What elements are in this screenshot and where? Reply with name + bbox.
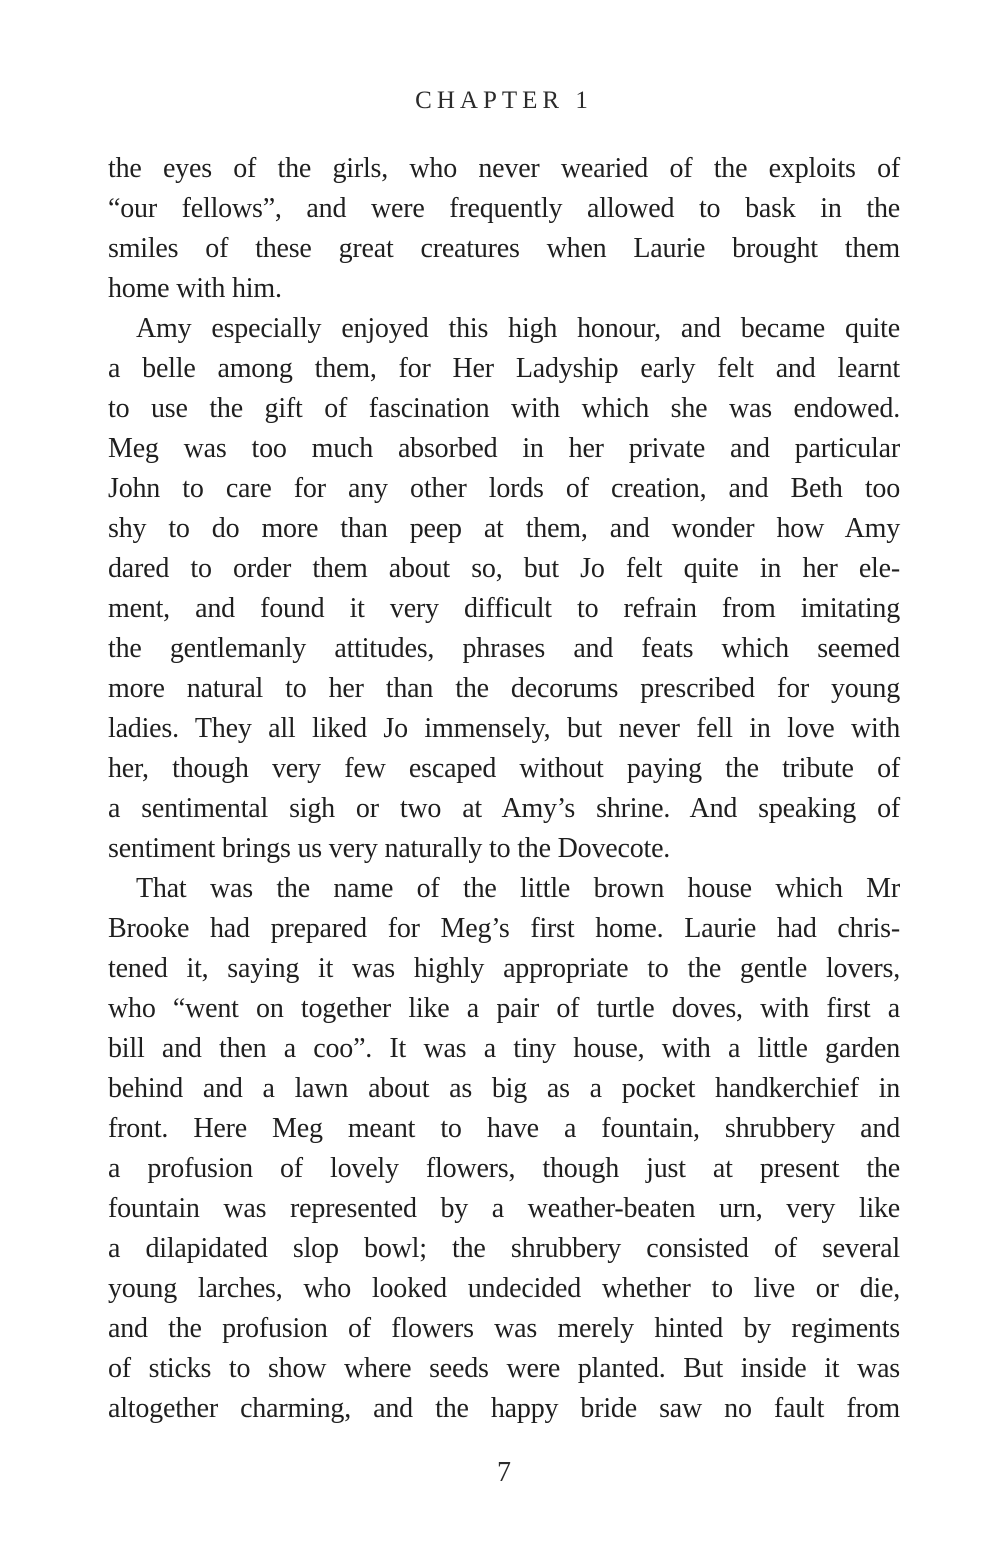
text-line: a belle among them, for Her Ladyship early felt and learnt [108, 353, 900, 384]
chapter-heading: CHAPTER 1 [415, 87, 593, 114]
text-line: the eyes of the girls, who never wearied of the exploits of [108, 153, 900, 184]
text-line: of sticks to show where seeds were planted. But inside it was [108, 1353, 900, 1384]
text-line: her, though very few escaped without paying the tribute of [108, 753, 900, 784]
text-line: “our fellows”, and were frequently allowed to bask in the [108, 193, 900, 224]
text-line: to use the gift of fascination with which she was endowed. [108, 393, 900, 424]
text-line: a sentimental sigh or two at Amy’s shrine. And speaking of [108, 793, 900, 824]
text-line: ladies. They all liked Jo immensely, but never fell in love with [108, 713, 900, 744]
text-line: who “went on together like a pair of turtle doves, with first a [108, 993, 900, 1024]
paragraph [108, 309, 900, 869]
text-line: sentiment brings us very naturally to the Dovecote. [108, 833, 671, 864]
text-line: That was the name of the little brown house which Mr [136, 873, 900, 904]
text-line: the gentlemanly attitudes, phrases and feats which seemed [108, 633, 900, 664]
text-line: Brooke had prepared for Meg’s first home. Laurie had chris- [108, 913, 900, 944]
text-line: home with him. [108, 273, 282, 304]
text-line: smiles of these great creatures when Laurie brought them [108, 233, 900, 264]
text-line: front. Here Meg meant to have a fountain, shrubbery and [108, 1113, 900, 1144]
text-line: behind and a lawn about as big as a pocket handkerchief in [108, 1073, 900, 1104]
text-line: bill and then a coo”. It was a tiny house, with a little garden [108, 1033, 900, 1064]
text-line: Amy especially enjoyed this high honour, and became quite [136, 313, 900, 344]
text-line: a profusion of lovely flowers, though just at present the [108, 1153, 900, 1184]
text-line: altogether charming, and the happy bride saw no fault from [108, 1393, 900, 1424]
text-line: dared to order them about so, but Jo felt quite in her ele- [108, 553, 900, 584]
text-line: fountain was represented by a weather-beaten urn, very like [108, 1193, 900, 1224]
text-line: tened it, saying it was highly appropriate to the gentle lovers, [108, 953, 900, 984]
text-line: Meg was too much absorbed in her private and particular [108, 433, 900, 464]
paragraph [108, 149, 900, 309]
text-line: shy to do more than peep at them, and wonder how Amy [108, 513, 900, 544]
text-line: more natural to her than the decorums prescribed for young [108, 673, 900, 704]
paragraph [108, 869, 900, 1429]
body-text [108, 149, 900, 1429]
page-number: 7 [497, 1457, 511, 1488]
text-line: and the profusion of flowers was merely hinted by regiments [108, 1313, 900, 1344]
text-line: ment, and found it very difficult to refrain from imitating [108, 593, 900, 624]
text-line: young larches, who looked undecided whether to live or die, [108, 1273, 900, 1304]
text-line: John to care for any other lords of creation, and Beth too [108, 473, 900, 504]
text-line: a dilapidated slop bowl; the shrubbery consisted of several [108, 1233, 900, 1264]
